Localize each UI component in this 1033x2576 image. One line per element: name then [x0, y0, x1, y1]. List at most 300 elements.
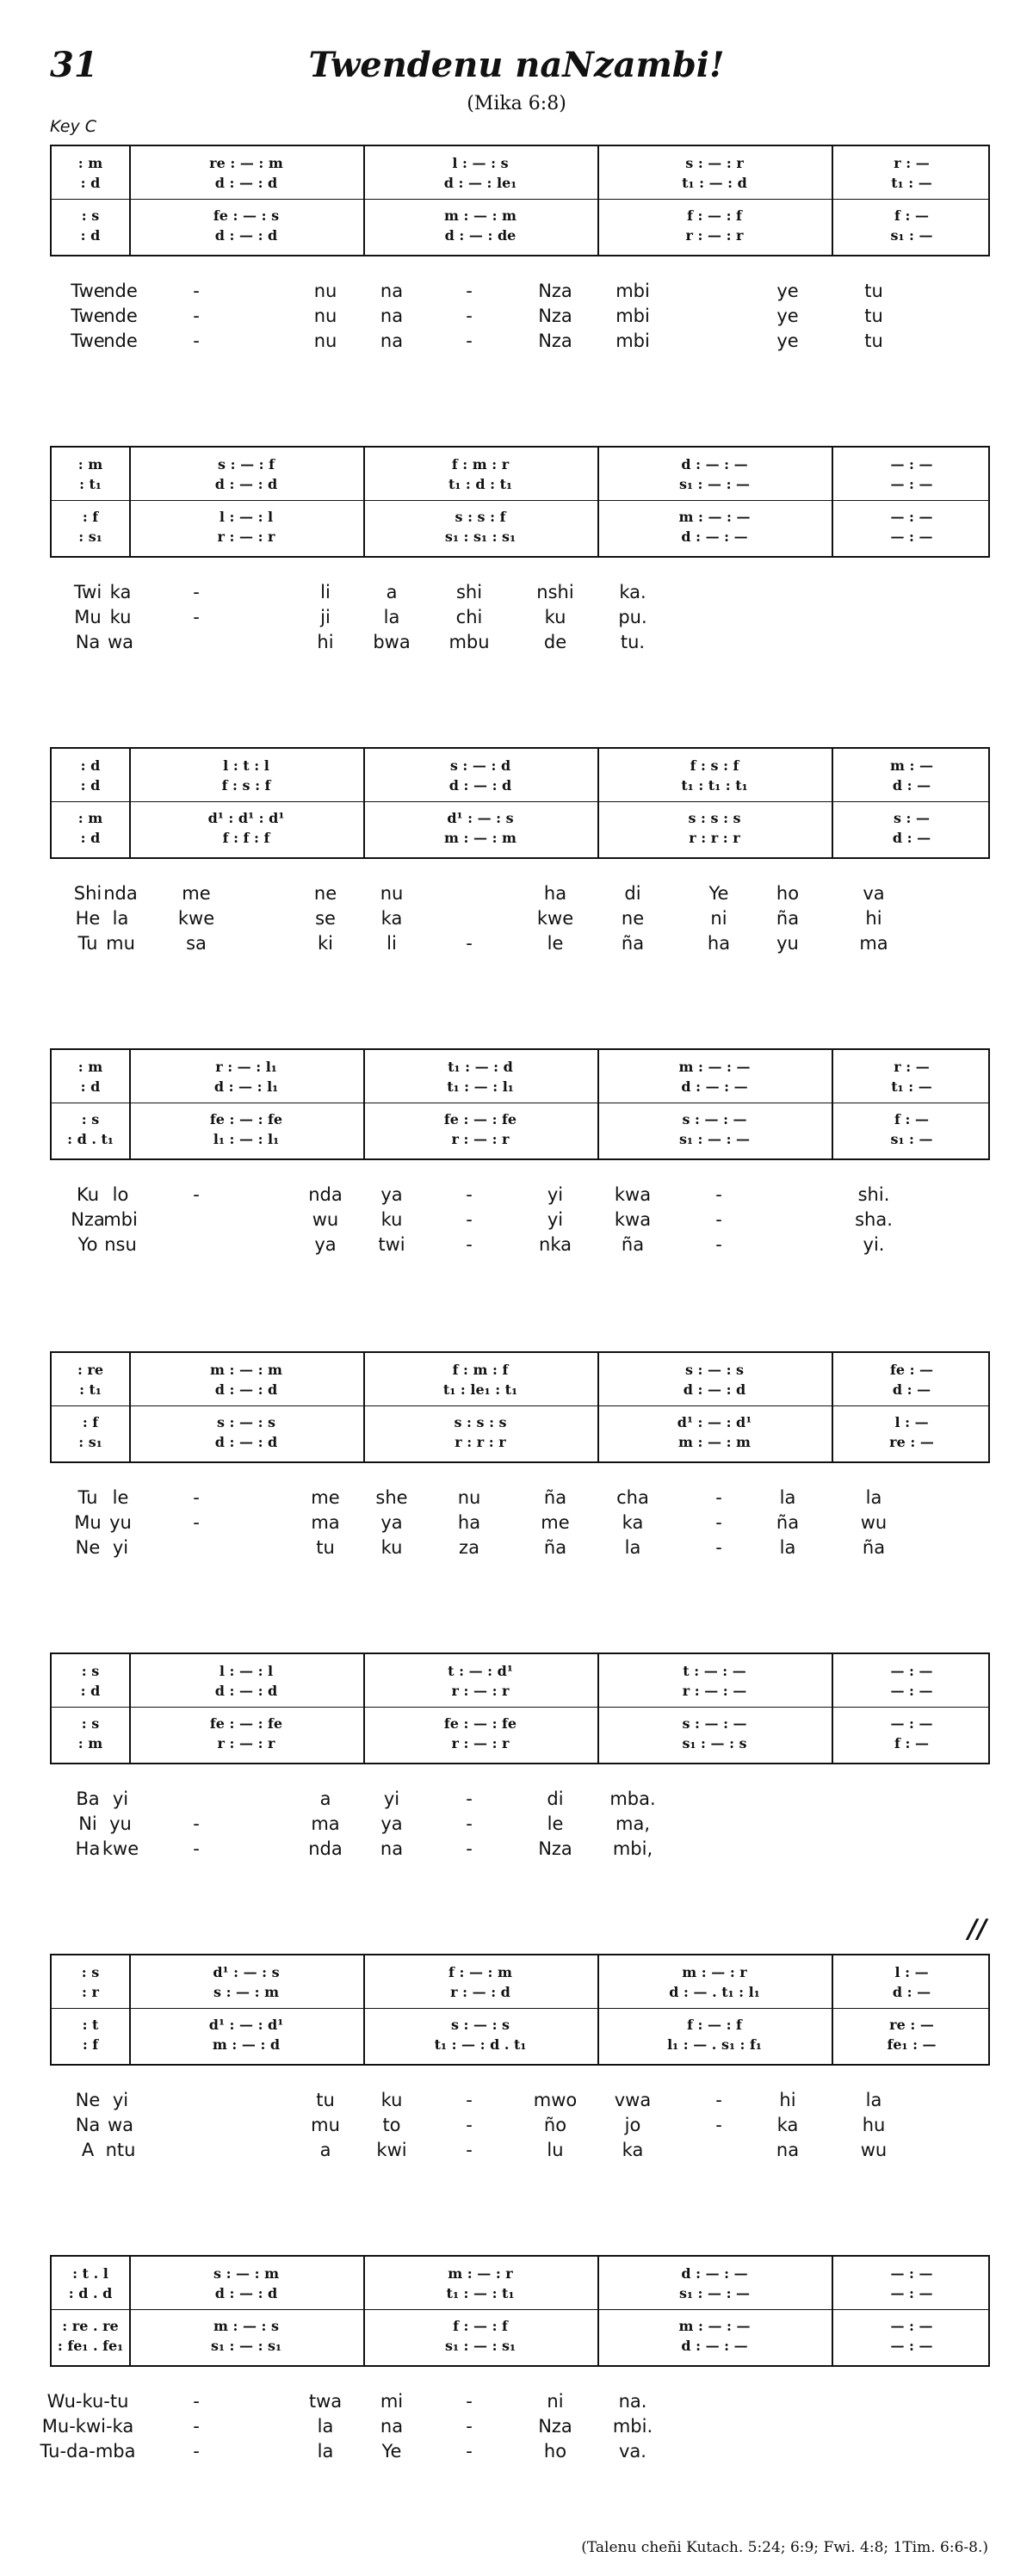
lyric-syllable: la	[383, 607, 400, 627]
lyric-syllable: Ha	[75, 1838, 101, 1859]
note-cell: f : f : f	[222, 830, 270, 846]
note-cell: fe₁ : —	[887, 2036, 937, 2053]
lyric-syllable: -	[193, 281, 200, 301]
note-cell: d : —	[892, 1381, 931, 1398]
lyric-syllable: nshi	[536, 582, 574, 602]
music-system-7	[50, 1954, 990, 2066]
note-cell: l : —	[894, 1414, 929, 1430]
lyric-syllable: ku	[544, 607, 566, 627]
note-cell: : s	[81, 1111, 100, 1127]
lyric-line	[0, 1234, 1033, 1258]
lyric-syllable: la	[317, 2441, 334, 2462]
lyric-syllable: ña	[621, 1234, 645, 1255]
lyric-syllable: nda	[308, 1184, 343, 1205]
lyric-syllable: za	[459, 1537, 479, 1558]
note-cell: f : s : f	[690, 757, 739, 774]
lyric-syllable: me	[541, 1512, 570, 1533]
lyric-syllable: -	[193, 2391, 200, 2412]
voice-row	[52, 476, 988, 495]
lyric-syllable: chi	[455, 607, 483, 627]
lyric-syllable: Tu-da-mba	[40, 2441, 136, 2462]
lyric-syllable: la	[865, 1487, 882, 1508]
note-cell: d : — : d	[214, 175, 278, 191]
note-cell: r : — : r	[685, 227, 744, 244]
lyric-syllable: se	[315, 908, 336, 929]
lyric-syllable: kwe	[177, 908, 215, 929]
note-cell: — : —	[890, 1715, 933, 1732]
lyric-syllable: ha	[457, 1512, 481, 1533]
lyric-syllable: -	[715, 2115, 722, 2135]
note-cell: t₁ : — : d . t₁	[434, 2036, 527, 2053]
note-cell: : m	[77, 1735, 103, 1751]
hymn-number: 31	[50, 45, 98, 85]
lyric-syllable: tu	[864, 330, 883, 351]
note-cell: d : — : d	[214, 476, 278, 492]
note-cell: m : — : m	[444, 830, 516, 846]
lyric-syllable: -	[715, 1537, 722, 1558]
note-cell: r : —	[894, 155, 930, 171]
voice-row	[52, 2036, 988, 2055]
lyric-syllable: bwa	[373, 632, 411, 652]
lyric-syllable: hi	[317, 632, 334, 652]
lyric-syllable: to	[382, 2115, 401, 2135]
lyric-syllable: Na	[75, 2115, 101, 2135]
note-cell: : s₁	[78, 1434, 102, 1450]
lyric-syllable: le	[547, 933, 564, 954]
note-cell: : f	[82, 1414, 99, 1430]
lyric-syllable: -	[466, 933, 473, 954]
note-cell: l : — : l	[219, 1663, 274, 1679]
lyric-line	[0, 330, 1033, 355]
lyric-syllable: ku	[380, 1209, 403, 1230]
note-cell: f : m : r	[451, 456, 510, 473]
note-cell: m : — : —	[678, 1059, 751, 1075]
lyric-syllable: a	[319, 1788, 331, 1809]
lyric-syllable: Mu	[74, 607, 102, 627]
lyric-syllable: ne	[313, 883, 337, 904]
lyric-syllable: Wu-ku-tu	[46, 2391, 129, 2412]
lyric-syllable: ye	[776, 281, 799, 301]
note-cell: m : — : r	[448, 2265, 513, 2282]
lyric-syllable: -	[466, 2090, 473, 2110]
note-cell: r : — : r	[217, 528, 275, 545]
note-cell: t₁ : le₁ : t₁	[442, 1381, 518, 1398]
lyric-syllable: la	[624, 1537, 641, 1558]
lyric-syllable: ya	[314, 1234, 337, 1255]
voice-row	[52, 2017, 988, 2035]
note-cell: m : — : —	[678, 2318, 751, 2334]
lyric-syllable: Mu	[74, 1512, 102, 1533]
note-cell: — : —	[890, 509, 933, 525]
scripture-reference: (Mika 6:8)	[467, 93, 566, 114]
note-cell: : s	[81, 1964, 100, 1980]
lyric-syllable: tu	[864, 281, 883, 301]
note-cell: m : — : —	[678, 509, 751, 525]
note-cell: d : — : le₁	[443, 175, 517, 191]
lyric-syllable: -	[715, 1234, 722, 1255]
lyric-syllable: nda	[308, 1838, 343, 1859]
lyric-syllable: na.	[618, 2391, 647, 2412]
lyric-line	[0, 933, 1033, 957]
lyric-syllable: na	[380, 2416, 404, 2437]
lyric-line	[0, 1813, 1033, 1838]
lyric-syllable: tu	[316, 2090, 335, 2110]
note-cell: : m	[77, 456, 103, 473]
lyric-syllable: -	[466, 1788, 473, 1809]
note-cell: t₁ : —	[891, 1078, 932, 1095]
note-cell: — : —	[890, 476, 933, 492]
note-cell: fe : — : fe	[209, 1111, 283, 1127]
lyric-syllable: -	[466, 1209, 473, 1230]
lyric-syllable: a	[319, 2140, 331, 2160]
lyric-syllable: shi	[455, 582, 483, 602]
lyric-line	[0, 1838, 1033, 1863]
note-cell: — : —	[890, 2265, 933, 2282]
staff-divider	[52, 2309, 988, 2310]
staff-divider	[52, 500, 988, 501]
lyric-syllable: -	[193, 582, 200, 602]
lyric-syllable: -	[193, 607, 200, 627]
note-cell: s₁ : — : s₁	[444, 2338, 516, 2354]
breath-mark: //	[968, 1914, 987, 1944]
lyric-syllable: yi	[547, 1209, 564, 1230]
lyric-syllable: ña	[543, 1487, 567, 1508]
note-cell: r : — : —	[682, 1683, 747, 1699]
note-cell: s : — : —	[682, 1715, 747, 1732]
note-cell: fe : — : fe	[443, 1715, 517, 1732]
note-cell: d : — : d	[214, 1434, 278, 1450]
note-cell: s : s : s	[688, 810, 741, 826]
note-cell: t₁ : — : l₁	[447, 1078, 514, 1095]
lyric-syllable: Ba	[76, 1788, 100, 1809]
note-cell: : t₁	[79, 1381, 102, 1398]
note-cell: d : — : d	[214, 227, 278, 244]
note-cell: : d	[80, 777, 101, 794]
lyric-syllable: -	[466, 2416, 473, 2437]
lyric-syllable: Mu-kwi-ka	[41, 2416, 134, 2437]
lyric-line	[0, 2140, 1033, 2164]
lyric-syllable: tu	[316, 1537, 335, 1558]
note-cell: — : —	[890, 1683, 933, 1699]
lyric-syllable: wa	[107, 2115, 134, 2135]
note-cell: r : — : r	[217, 1735, 275, 1751]
lyric-syllable: Ni	[78, 1813, 97, 1834]
note-cell: : s₁	[78, 528, 102, 545]
voice-row	[52, 1663, 988, 1682]
lyric-syllable: -	[715, 1209, 722, 1230]
voice-row	[52, 810, 988, 829]
lyric-syllable: mbi	[615, 306, 650, 326]
lyric-syllable: kwa	[614, 1184, 652, 1205]
lyric-syllable: Nza	[538, 306, 572, 326]
note-cell: : s	[81, 207, 100, 224]
lyric-syllable: twi	[378, 1234, 405, 1255]
lyric-line	[0, 2090, 1033, 2114]
music-system-6	[50, 1652, 990, 1764]
note-cell: : r	[82, 1984, 99, 2000]
note-cell: d : — : —	[681, 456, 748, 473]
note-cell: s : s : s	[454, 1414, 507, 1430]
lyric-syllable: A	[81, 2140, 95, 2160]
lyric-syllable: na	[380, 306, 404, 326]
note-cell: d : — : —	[681, 1078, 748, 1095]
voice-row	[52, 1059, 988, 1078]
lyric-syllable: ma,	[615, 1813, 651, 1834]
lyric-syllable: kwe	[536, 908, 574, 929]
voice-row	[52, 1131, 988, 1150]
lyric-syllable: kwi	[376, 2140, 407, 2160]
voice-row	[52, 1381, 988, 1400]
lyric-syllable: mbi	[615, 330, 650, 351]
note-cell: d : — : —	[681, 528, 748, 545]
lyric-syllable: la	[317, 2416, 334, 2437]
lyric-syllable: mba.	[609, 1788, 656, 1809]
lyric-syllable: di	[547, 1788, 564, 1809]
lyric-syllable: Nza	[538, 1838, 572, 1859]
lyric-syllable: mwo	[533, 2090, 578, 2110]
lyric-syllable: -	[466, 1813, 473, 1834]
note-cell: f : — : m	[448, 1964, 512, 1980]
lyric-syllable: Nza	[538, 281, 572, 301]
note-cell: t₁ : — : d	[682, 175, 747, 191]
key-signature: Key C	[50, 117, 97, 136]
hymn-title: Twendenu naNzambi!	[308, 45, 725, 85]
lyric-syllable: Twi	[73, 582, 102, 602]
music-system-8	[50, 2255, 990, 2367]
note-cell: m : — : r	[682, 1964, 747, 1980]
note-cell: s : — : s	[684, 1362, 745, 1378]
note-cell: t : — : —	[683, 1663, 746, 1679]
lyric-syllable: -	[466, 281, 473, 301]
lyric-syllable: mbi.	[612, 2416, 653, 2437]
lyric-syllable: ña	[776, 1512, 800, 1533]
note-cell: f : m : f	[452, 1362, 509, 1378]
note-cell: : f	[82, 2036, 99, 2053]
staff-divider	[52, 2008, 988, 2009]
lyric-syllable: wu	[860, 2140, 888, 2160]
lyric-syllable: yi.	[863, 1234, 885, 1255]
note-cell: l : — : s	[452, 155, 509, 171]
lyric-syllable: la	[865, 2090, 882, 2110]
music-system-2	[50, 446, 990, 558]
lyric-syllable: vwa	[614, 2090, 652, 2110]
note-cell: : m	[77, 155, 103, 171]
note-cell: — : —	[890, 1663, 933, 1679]
voice-row	[52, 2338, 988, 2357]
lyric-line	[0, 1184, 1033, 1208]
lyric-syllable: di	[624, 883, 641, 904]
voice-row	[52, 757, 988, 776]
lyric-line	[0, 632, 1033, 656]
staff-divider	[52, 801, 988, 802]
music-system-1	[50, 145, 990, 256]
note-cell: s : — : d	[449, 757, 511, 774]
note-cell: f : — : f	[687, 207, 742, 224]
note-cell: s₁ : — : —	[678, 476, 751, 492]
lyric-syllable: ña	[862, 1537, 886, 1558]
lyric-syllable: ka	[380, 908, 403, 929]
note-cell: m : — : m	[678, 1434, 751, 1450]
lyric-syllable: wu	[312, 1209, 339, 1230]
voice-row	[52, 777, 988, 796]
note-cell: : d	[80, 1683, 101, 1699]
note-cell: d : — : —	[681, 2338, 748, 2354]
lyric-syllable: nu	[313, 330, 337, 351]
note-cell: s₁ : —	[890, 1131, 933, 1147]
lyric-syllable: nka	[539, 1234, 572, 1255]
note-cell: : fe₁ . fe₁	[57, 2338, 124, 2354]
voice-row	[52, 1683, 988, 1702]
voice-row	[52, 227, 988, 246]
lyric-syllable: ma	[859, 933, 888, 954]
lyric-syllable: ha	[543, 883, 567, 904]
lyric-syllable: sa	[186, 933, 207, 954]
note-cell: d : — . t₁ : l₁	[669, 1984, 760, 2000]
note-cell: r : r : r	[455, 1434, 506, 1450]
lyric-syllable: ña	[543, 1537, 567, 1558]
note-cell: s : — : r	[685, 155, 744, 171]
note-cell: s : —	[893, 810, 931, 826]
note-cell: f : —	[894, 1111, 929, 1127]
note-cell: d¹ : d¹ : d¹	[207, 810, 285, 826]
note-cell: — : —	[890, 528, 933, 545]
note-cell: re : — : m	[209, 155, 283, 171]
footer-references: (Talenu cheñi Kutach. 5:24; 6:9; Fwi. 4:8; 1Tim. 6:6-8.)	[581, 2539, 988, 2556]
lyric-line	[0, 306, 1033, 330]
lyric-syllable: nu	[313, 281, 337, 301]
lyric-syllable: yu	[109, 1512, 132, 1533]
voice-row	[52, 2265, 988, 2284]
note-cell: — : —	[890, 2285, 933, 2301]
note-cell: s₁ : — : —	[678, 1131, 751, 1147]
lyric-syllable: mu	[311, 2115, 340, 2135]
lyric-syllable: hi	[865, 908, 882, 929]
note-cell: : t₁	[79, 476, 102, 492]
lyric-syllable: shi.	[857, 1184, 890, 1205]
lyric-syllable: ka.	[619, 582, 646, 602]
voice-row	[52, 1111, 988, 1130]
voice-row	[52, 1362, 988, 1381]
voice-row	[52, 155, 988, 174]
voice-row	[52, 2318, 988, 2337]
note-cell: m : — : m	[444, 207, 516, 224]
staff-divider	[52, 1405, 988, 1406]
lyric-syllable: ye	[776, 330, 799, 351]
lyric-syllable: la	[779, 1487, 796, 1508]
lyric-syllable: -	[715, 2090, 722, 2110]
lyric-syllable: ne	[621, 908, 645, 929]
note-cell: r : — : r	[451, 1683, 510, 1699]
lyric-line	[0, 1788, 1033, 1813]
note-cell: t₁ : — : t₁	[446, 2285, 515, 2301]
note-cell: : d . t₁	[67, 1131, 114, 1147]
lyric-syllable: me	[182, 883, 211, 904]
lyric-syllable: ka	[109, 582, 132, 602]
lyric-syllable: yu	[776, 933, 799, 954]
lyric-syllable: -	[715, 1487, 722, 1508]
lyric-syllable: ña	[621, 933, 645, 954]
note-cell: f : —	[894, 207, 929, 224]
note-cell: f : — : f	[687, 2017, 742, 2033]
note-cell: l : t : l	[223, 757, 269, 774]
lyric-syllable: ho	[776, 883, 800, 904]
lyric-syllable: Ku	[76, 1184, 100, 1205]
note-cell: fe : —	[889, 1362, 934, 1378]
note-cell: : s	[81, 1663, 100, 1679]
lyric-syllable: nde	[103, 306, 138, 326]
note-cell: s : s : f	[455, 509, 506, 525]
note-cell: : d	[80, 1078, 101, 1095]
note-cell: m : — : m	[210, 1362, 282, 1378]
lyric-syllable: mu	[106, 933, 135, 954]
note-cell: t₁ : — : d	[448, 1059, 513, 1075]
note-cell: : d	[80, 227, 101, 244]
lyric-syllable: ño	[543, 2115, 567, 2135]
lyric-syllable: li	[387, 933, 397, 954]
lyric-syllable: ma	[311, 1512, 340, 1533]
note-cell: fe : — : s	[213, 207, 280, 224]
lyric-syllable: kwe	[102, 1838, 139, 1859]
lyric-syllable: yi	[112, 1788, 129, 1809]
lyric-syllable: ya	[380, 1512, 403, 1533]
note-cell: s : — : m	[213, 2265, 280, 2282]
voice-row	[52, 830, 988, 849]
music-system-3	[50, 747, 990, 859]
lyric-syllable: nu	[380, 883, 404, 904]
note-cell: : s	[81, 1715, 100, 1732]
lyric-syllable: de	[543, 632, 567, 652]
lyric-syllable: -	[193, 330, 200, 351]
note-cell: — : —	[890, 2318, 933, 2334]
lyric-syllable: mbi,	[612, 1838, 653, 1859]
lyric-syllable: cha	[616, 1487, 649, 1508]
lyric-syllable: sha.	[855, 1209, 893, 1230]
lyric-syllable: jo	[624, 2115, 641, 2135]
lyric-syllable: ntu	[105, 2140, 136, 2160]
note-cell: : d	[80, 830, 101, 846]
lyric-syllable: mi	[380, 2391, 404, 2412]
lyric-syllable: twa	[308, 2391, 343, 2412]
voice-row	[52, 528, 988, 547]
lyric-line	[0, 2115, 1033, 2139]
note-cell: s₁ : — : s₁	[210, 2338, 282, 2354]
note-cell: : re	[77, 1362, 104, 1378]
lyric-syllable: -	[193, 1184, 200, 1205]
lyric-syllable: ni	[547, 2391, 564, 2412]
voice-row	[52, 2285, 988, 2304]
lyric-syllable: hu	[862, 2115, 886, 2135]
voice-row	[52, 1434, 988, 1453]
lyric-syllable: ye	[776, 306, 799, 326]
note-cell: f : —	[894, 1735, 929, 1751]
lyric-syllable: -	[466, 2441, 473, 2462]
note-cell: s : — : —	[682, 1111, 747, 1127]
staff-divider	[52, 199, 988, 200]
lyric-syllable: le	[112, 1487, 129, 1508]
voice-row	[52, 1964, 988, 1983]
note-cell: d¹ : — : s	[213, 1964, 280, 1980]
lyric-syllable: nsu	[104, 1234, 137, 1255]
note-cell: s : — : s	[216, 1414, 276, 1430]
note-cell: r : — : r	[451, 1131, 510, 1147]
lyric-syllable: nu	[313, 306, 337, 326]
lyric-line	[0, 1537, 1033, 1561]
note-cell: r : r : r	[689, 830, 740, 846]
lyric-syllable: nu	[457, 1487, 481, 1508]
note-cell: m : —	[890, 757, 933, 774]
lyric-syllable: hi	[779, 2090, 796, 2110]
note-cell: d : — : d	[214, 2285, 278, 2301]
